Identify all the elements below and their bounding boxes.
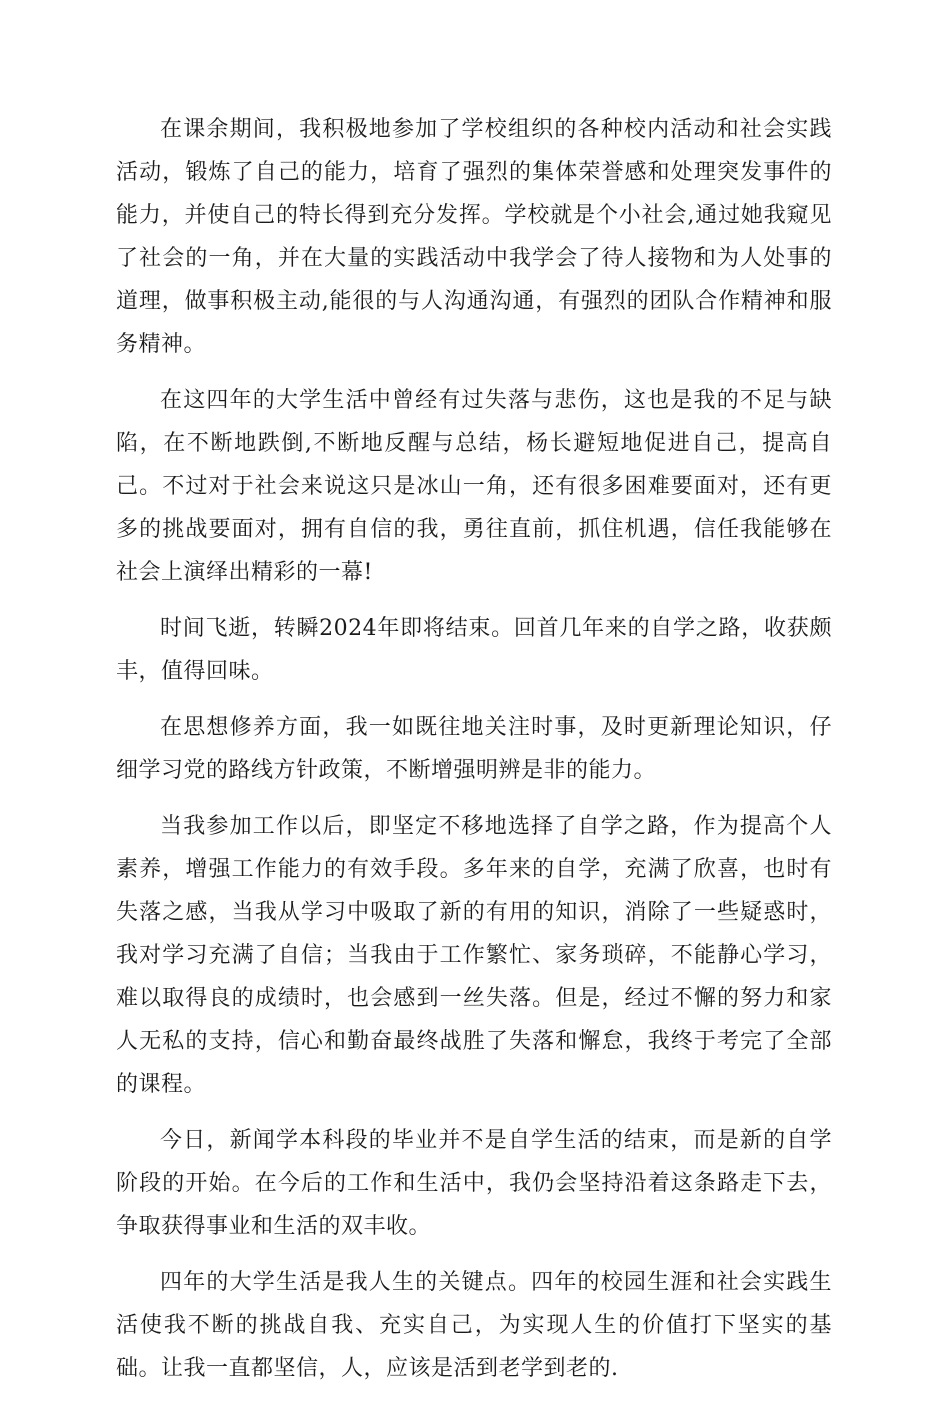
- paragraph-3: 时间飞逝，转瞬2024年即将结束。回首几年来的自学之路，收获颇丰，值得回味。: [116, 616, 832, 684]
- paragraph-1: 在课余期间，我积极地参加了学校组织的各种校内活动和社会实践活动，锻炼了自己的能力，培育了强烈的集体荣誉感和处理突发事件的能力，并使自己的特长得到充分发挥。学校就是个小社会,通过她我窥见了社会的一角，并在大量的实践活动中我学会了待人接物和为人处事的道理，做事积极主动,能很的与人沟通沟通，有强烈的团队合作精神和服务精神。: [116, 117, 832, 357]
- document-body: [116, 108, 832, 1403]
- paragraph-6: 今日，新闻学本科段的毕业并不是自学生活的结束，而是新的自学阶段的开始。在今后的工作和生活中，我仍会坚持沿着这条路走下去，争取获得事业和生活的双丰收。: [116, 1128, 832, 1239]
- paragraph-7: 四年的大学生活是我人生的关键点。四年的校园生涯和社会实践生活使我不断的挑战自我、充实自己，为实现人生的价值打下坚实的基础。让我一直都坚信，人，应该是活到老学到老的.: [116, 1270, 832, 1381]
- paragraph-2: 在这四年的大学生活中曾经有过失落与悲伤，这也是我的不足与缺陷，在不断地跌倒,不断地反醒与总结，杨长避短地促进自己，提高自己。不过对于社会来说这只是冰山一角，还有很多困难要面对，还有更多的挑战要面对，拥有自信的我，勇往直前，抓住机遇，信任我能够在社会上演绎出精彩的一幕!: [116, 388, 832, 585]
- paragraph-5: 当我参加工作以后，即坚定不移地选择了自学之路，作为提高个人素养，增强工作能力的有效手段。多年来的自学，充满了欣喜，也时有失落之感，当我从学习中吸取了新的有用的知识，消除了一些疑惑时，我对学习充满了自信；当我由于工作繁忙、家务琐碎，不能静心学习，难以取得良的成绩时，也会感到一丝失落。但是，经过不懈的努力和家人无私的支持，信心和勤奋最终战胜了失落和懈怠，我终于考完了全部的课程。: [116, 814, 832, 1097]
- paragraph-4: 在思想修养方面，我一如既往地关注时事，及时更新理论知识，仔细学习党的路线方针政策，不断增强明辨是非的能力。: [116, 715, 832, 783]
